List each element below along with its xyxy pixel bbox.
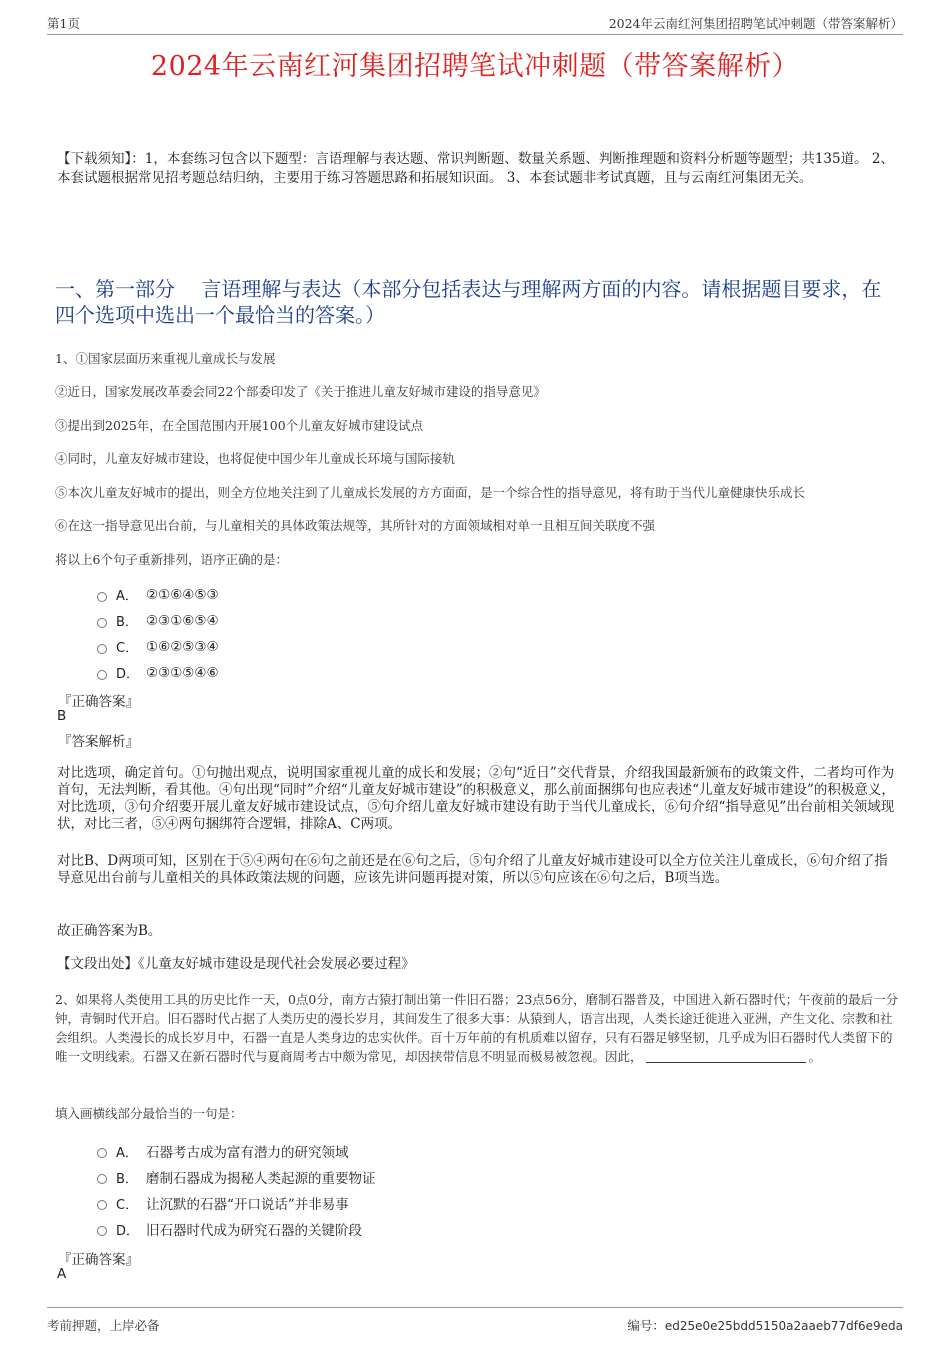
radio-icon[interactable] bbox=[97, 1200, 107, 1210]
q1-sentence-4: ④同时，儿童友好城市建设，也将促使中国少年儿童成长环境与国际接轨 bbox=[55, 451, 456, 466]
q1-analysis-paragraph-1: 对比选项，确定首句。①句抛出观点，说明国家重视儿童的成长和发展；②句“近日”交代背景，介绍我国最新颁布的政策文件，二者均可作为首句，无法判断，看其他。④句出现“同时”介绍“儿童友好城市建设”的积极意义，那么前面捆绑句也应表述“儿童友好城市建设”的积极意义，对比选项，③句介绍要开展儿童友好城市建设试点，⑤句介绍儿童友好城市建设有助于当代儿童成长，⑥句介绍“指导意见”出台前相关领域现状，对比三者，⑤④两句捆绑符合逻辑，排除A、C两项。 bbox=[57, 765, 895, 832]
q2-option-a[interactable] bbox=[97, 1141, 349, 1161]
footer-code: ed25e0e25bdd5150a2aaeb77df6e9eda bbox=[664, 1319, 903, 1333]
q2-option-d[interactable] bbox=[97, 1219, 362, 1239]
q1-answer-label: 『正确答案』 bbox=[58, 694, 139, 710]
q1-analysis-conclusion: 故正确答案为B。 bbox=[57, 923, 162, 939]
option-letter: B． bbox=[116, 1171, 138, 1187]
option-text: ②③①⑤④⑥ bbox=[146, 664, 219, 681]
q1-analysis-paragraph-2: 对比B、D两项可知，区别在于⑤④两句在⑥句之前还是在⑥句之后，⑤句介绍了儿童友好城市建设可以全方位关注儿童成长，⑥句介绍了指导意见出台前与儿童相关的具体政策法规的问题，应该先讲问题再提对策，所以⑤句应该在⑥句之后，B项当选。 bbox=[57, 853, 888, 886]
option-letter: D． bbox=[116, 667, 140, 682]
q2-answer-label: 『正确答案』 bbox=[58, 1252, 139, 1268]
option-text: ①⑥②⑤③④ bbox=[146, 638, 219, 655]
q1-sentence-1: 1、①国家层面历来重视儿童成长与发展 bbox=[55, 351, 276, 366]
footer-slogan: 考前押题，上岸必备 bbox=[47, 1318, 160, 1333]
option-letter: A． bbox=[116, 589, 138, 604]
q1-option-b[interactable] bbox=[97, 611, 219, 630]
option-text: ②③①⑥⑤④ bbox=[146, 612, 219, 629]
fill-in-blank bbox=[646, 1050, 806, 1063]
q1-sentence-6: ⑥在这一指导意见出台前，与儿童相关的具体政策法规等，其所针对的方面领域相对单一且相互间关联度不强 bbox=[55, 518, 656, 533]
option-text: 石器考古成为富有潜力的研究领域 bbox=[146, 1145, 349, 1161]
radio-icon[interactable] bbox=[97, 1174, 107, 1184]
option-letter: C． bbox=[116, 1197, 139, 1213]
q1-answer: B bbox=[57, 708, 67, 724]
q1-sentence-3: ③提出到2025年，在全国范围内开展100个儿童友好城市建设试点 bbox=[55, 418, 424, 433]
q1-analysis-label: 『答案解析』 bbox=[58, 734, 139, 750]
q1-option-c[interactable] bbox=[97, 637, 219, 656]
option-letter: C． bbox=[116, 641, 139, 656]
radio-icon[interactable] bbox=[97, 1226, 107, 1236]
q2-option-b[interactable] bbox=[97, 1167, 376, 1187]
document-title: 2024年云南红河集团招聘笔试冲刺题（带答案解析） bbox=[150, 51, 800, 82]
q2-passage bbox=[55, 990, 900, 1066]
section-title: 一、第一部分 言语理解与表达（本部分包括表达与理解两方面的内容。请根据题目要求，在四个选项中选出一个最恰当的答案。） bbox=[55, 277, 882, 327]
footer-code-group bbox=[627, 1316, 903, 1334]
q2-prompt: 填入画横线部分最恰当的一句是： bbox=[55, 1106, 243, 1121]
q1-option-a[interactable] bbox=[97, 585, 219, 604]
option-text: 让沉默的石器“开口说话”并非易事 bbox=[146, 1197, 349, 1213]
option-text: ②①⑥④⑤③ bbox=[146, 586, 219, 603]
option-letter: A． bbox=[116, 1145, 138, 1161]
q2-text-before: 2、如果将人类使用工具的历史比作一天，0点0分，南方古猿打制出第一件旧石器；23点56分，磨制石器普及，中国进入新石器时代；午夜前的最后一分钟，青铜时代开启。旧石器时代占据了人类历史的漫长岁月，其间发生了很多大事：从猿到人，语言出现，人类长途迁徙进入亚洲，产生文化、宗教和社会组织。人类漫长的成长岁月中，石器一直是人类身边的忠实伙伴。百十万年前的有机质难以留存，只有石器足够坚韧，几乎成为旧石器时代人类留下的唯一文明线索。石器又在新石器时代与夏商周考古中颇为常见，却因挟带信息不明显而极易被忽视。因此， bbox=[55, 992, 899, 1064]
q1-sentence-5: ⑤本次儿童友好城市的提出，则全方位地关注到了儿童成长发展的方方面面，是一个综合性的指导意见，将有助于当代儿童健康快乐成长 bbox=[55, 485, 806, 500]
option-letter: B． bbox=[116, 615, 138, 630]
radio-icon[interactable] bbox=[97, 670, 107, 680]
option-letter: D． bbox=[116, 1223, 140, 1239]
footer-code-label: 编号： bbox=[627, 1318, 665, 1333]
page-number: 第1页 bbox=[47, 16, 80, 31]
q1-option-d[interactable] bbox=[97, 663, 219, 682]
q1-source: 【文段出处】《儿童友好城市建设是现代社会发展必要过程》 bbox=[57, 956, 415, 972]
q1-sentence-2: ②近日，国家发展改革委会同22个部委印发了《关于推进儿童友好城市建设的指导意见》 bbox=[55, 384, 546, 399]
radio-icon[interactable] bbox=[97, 592, 107, 602]
header-doc-title: 2024年云南红河集团招聘笔试冲刺题（带答案解析） bbox=[608, 16, 903, 31]
radio-icon[interactable] bbox=[97, 1148, 107, 1158]
q2-text-after: 。 bbox=[808, 1049, 822, 1064]
radio-icon[interactable] bbox=[97, 618, 107, 628]
download-notice: 【下载须知】：1，本套练习包含以下题型：言语理解与表达题、常识判断题、数量关系题、判断推理题和资料分析题等题型；共135道。 2、本套试题根据常见招考题总结归纳，主要用于练习答题思路和拓展知识面。 3、本套试题非考试真题，且与云南红河集团无关。 bbox=[57, 151, 894, 186]
option-text: 磨制石器成为揭秘人类起源的重要物证 bbox=[146, 1171, 376, 1187]
page-header bbox=[47, 14, 903, 35]
q2-option-c[interactable] bbox=[97, 1193, 349, 1213]
page-footer bbox=[47, 1307, 903, 1334]
radio-icon[interactable] bbox=[97, 644, 107, 654]
q2-answer: A bbox=[57, 1266, 67, 1282]
q1-prompt: 将以上6个句子重新排列，语序正确的是： bbox=[55, 552, 288, 567]
option-text: 旧石器时代成为研究石器的关键阶段 bbox=[146, 1223, 362, 1239]
